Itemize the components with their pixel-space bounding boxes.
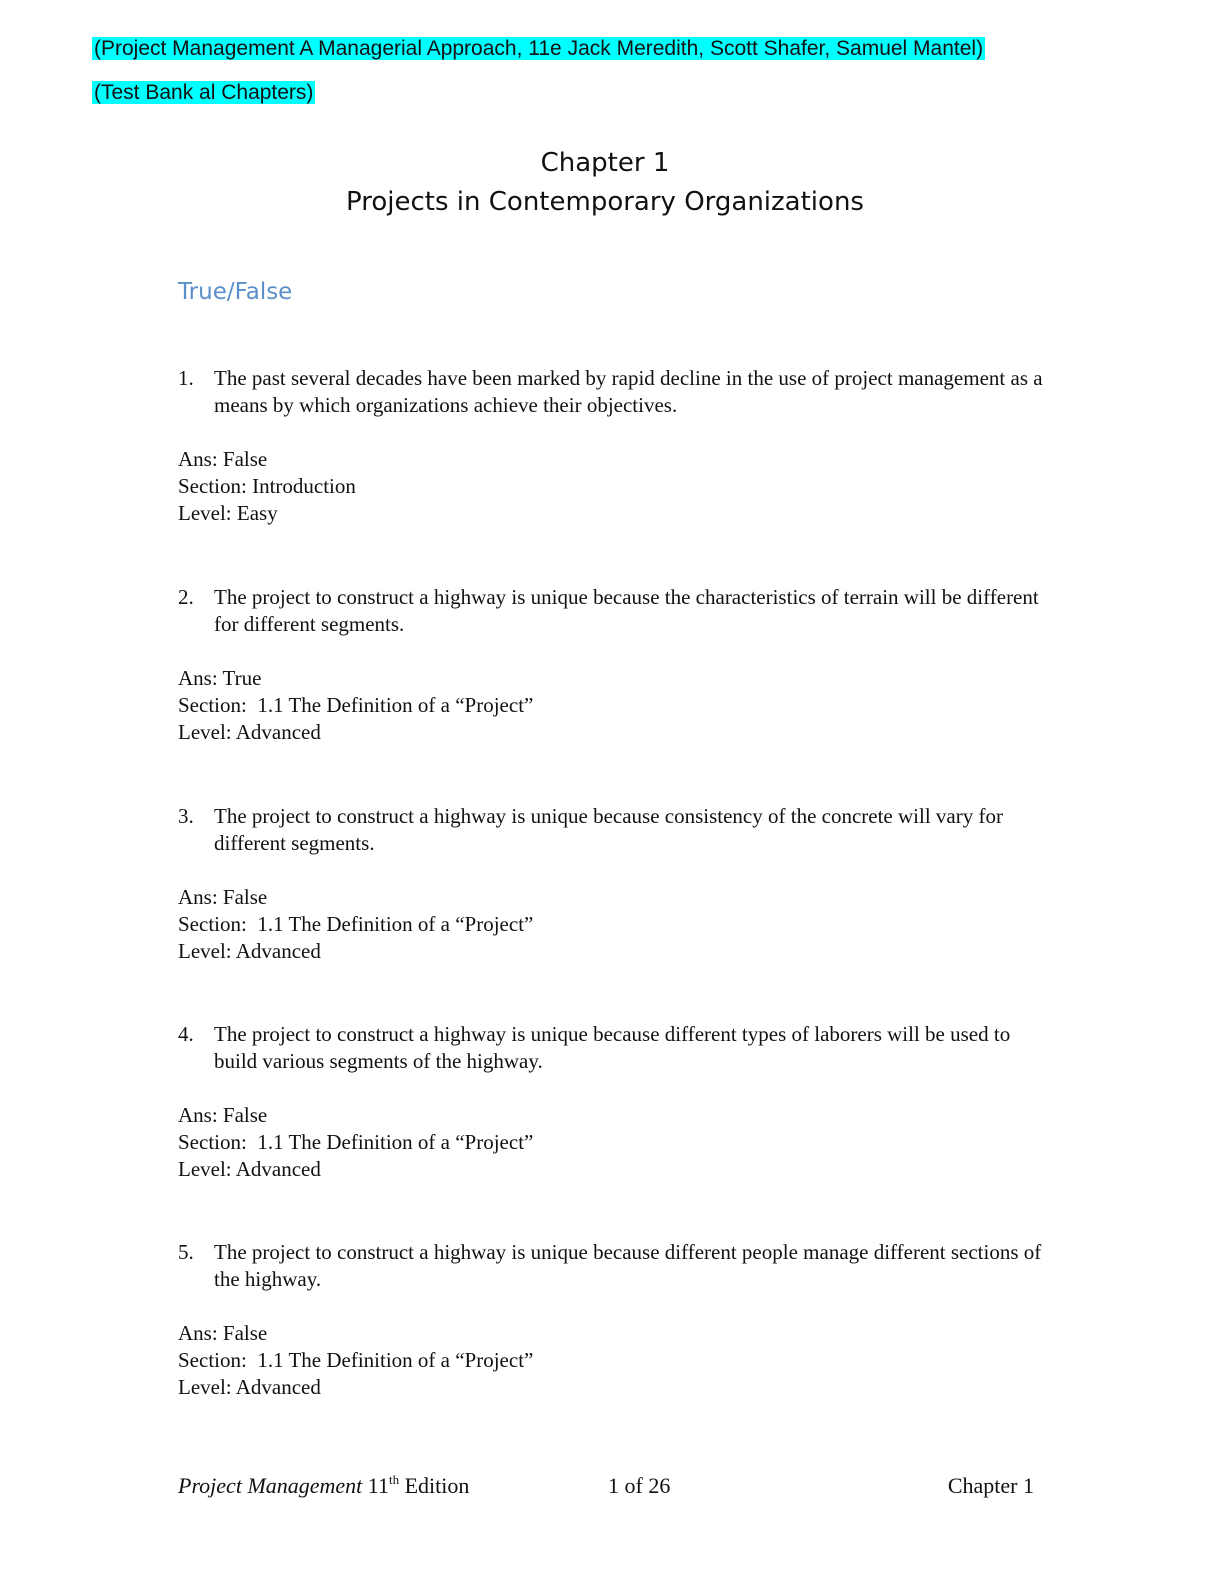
level-line: Level: Advanced <box>178 1375 321 1399</box>
answer-line: Ans: True <box>178 666 262 690</box>
level-line: Level: Advanced <box>178 720 321 744</box>
answer-line: Ans: False <box>178 1321 268 1345</box>
question-meta <box>178 665 1058 746</box>
section-line: Section: 1.1 The Definition of a “Project” <box>178 912 534 936</box>
section-line: Section: 1.1 The Definition of a “Project” <box>178 693 534 717</box>
question-1 <box>178 365 1058 527</box>
question-2 <box>178 584 1058 746</box>
footer-edition <box>178 1472 469 1500</box>
footer-page-number: 1 of 26 <box>608 1473 671 1498</box>
question-meta <box>178 1320 1058 1401</box>
question-number: 3. <box>178 804 194 828</box>
question-text: The project to construct a highway is unique because the characteristics of terrain will be different for different segments. <box>214 585 1039 636</box>
footer-chapter: Chapter 1 <box>947 1473 1034 1498</box>
question-3 <box>178 803 1058 965</box>
question-text: The project to construct a highway is unique because different people manage different sections of the highway. <box>214 1240 1042 1291</box>
level-line: Level: Easy <box>178 501 278 525</box>
question-text: The project to construct a highway is unique because different types of laborers will be used to build various segments of the highway. <box>214 1022 1011 1073</box>
question-5 <box>178 1239 1058 1401</box>
question-meta <box>178 1102 1058 1183</box>
level-line: Level: Advanced <box>178 939 321 963</box>
section-line: Section: Introduction <box>178 474 356 498</box>
answer-line: Ans: False <box>178 447 268 471</box>
footer-book-title: Project Management <box>178 1473 363 1498</box>
test-bank-note-text: (Test Bank al Chapters) <box>94 81 314 104</box>
page-footer <box>178 1472 1034 1500</box>
question-meta <box>178 884 1058 965</box>
question-meta <box>178 446 1058 527</box>
level-line: Level: Advanced <box>178 1157 321 1181</box>
test-bank-note <box>92 80 315 106</box>
question-text: The project to construct a highway is unique because consistency of the concrete will vary for different segments. <box>214 804 1003 855</box>
source-citation <box>92 36 985 62</box>
question-number: 4. <box>178 1022 194 1046</box>
footer-edition-word: Edition <box>404 1473 470 1498</box>
section-line: Section: 1.1 The Definition of a “Project” <box>178 1348 534 1372</box>
question-text: The past several decades have been marked by rapid decline in the use of project management as a means by which organizations achieve their objectives. <box>214 366 1043 417</box>
question-number: 2. <box>178 585 194 609</box>
question-number: 1. <box>178 366 194 390</box>
chapter-title: Projects in Contemporary Organizations <box>346 187 864 217</box>
answer-line: Ans: False <box>178 1103 268 1127</box>
answer-line: Ans: False <box>178 885 268 909</box>
section-line: Section: 1.1 The Definition of a “Project” <box>178 1130 534 1154</box>
footer-edition-number: 11 <box>367 1473 389 1498</box>
question-4 <box>178 1021 1058 1183</box>
footer-edition-suffix: th <box>388 1472 400 1487</box>
question-number: 5. <box>178 1240 194 1264</box>
chapter-number: Chapter 1 <box>540 148 670 178</box>
source-citation-text: (Project Management A Managerial Approach, 11e Jack Meredith, Scott Shafer, Samuel Mantel) <box>94 37 984 60</box>
section-heading: True/False <box>178 279 293 305</box>
